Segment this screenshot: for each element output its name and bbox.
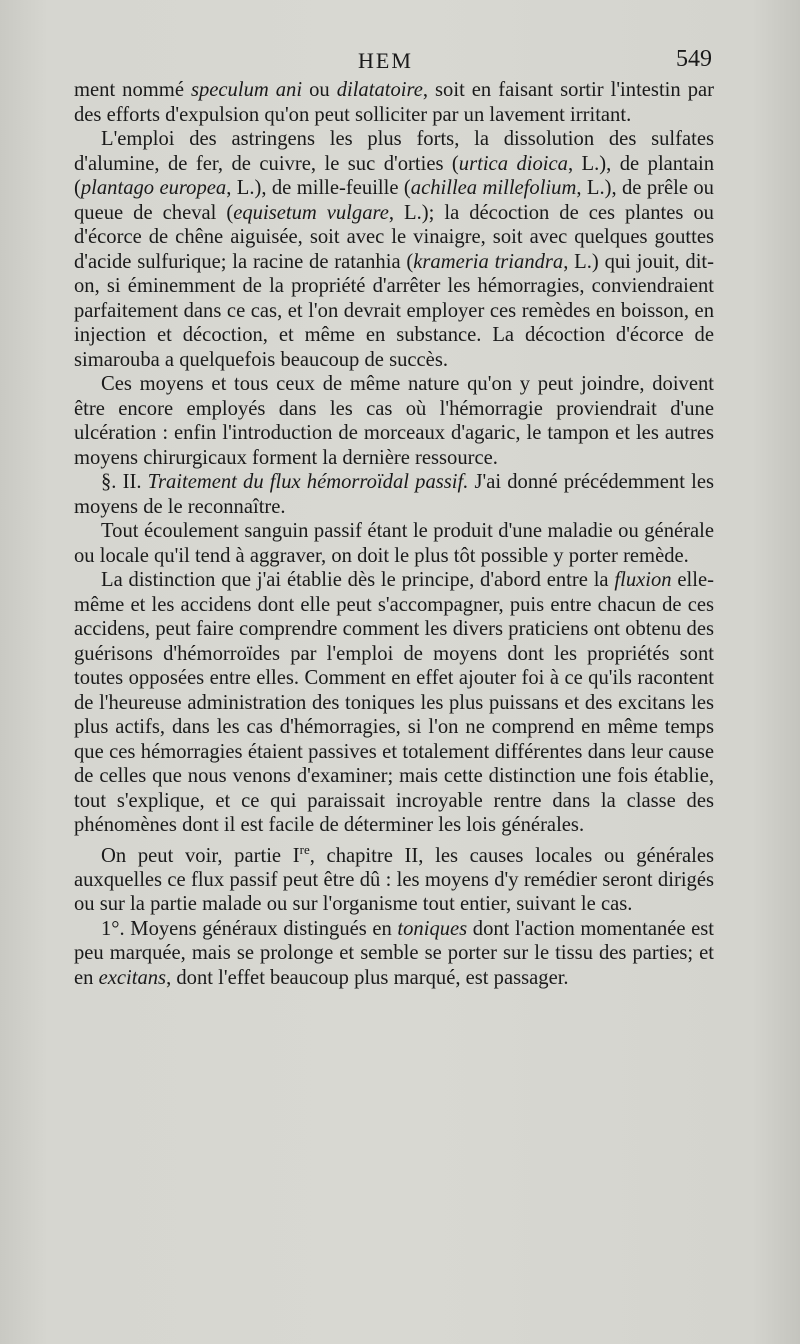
paragraph-7-text: On peut voir, partie I: [101, 844, 300, 867]
term-plantago-europea: plantago europea: [80, 177, 227, 199]
term-krameria-triandra: krameria triandra: [413, 250, 564, 273]
paragraph-1-text: , soit en faisant sortir l'intestin par des efforts d'expulsion qu'on peut solliciter par un lavement irritant.: [74, 79, 714, 126]
page-number: 549: [676, 46, 712, 72]
body-text: [74, 78, 714, 990]
paragraph-6-text: La distinction que j'ai établie dès le principe, d'abord entre la: [101, 569, 615, 591]
term-urtica-dioica: urtica dioica: [458, 152, 568, 175]
paragraph-7: [74, 838, 714, 917]
paragraph-8: [74, 917, 714, 991]
section-heading: Traitement du flux hémorroïdal passif.: [147, 471, 469, 493]
term-dilatatoire: dilatatoire: [336, 79, 423, 101]
paragraph-4-text: J'ai donné précédemment les moyens de le reconnaître.: [74, 471, 714, 518]
term-fluxion: fluxion: [614, 569, 672, 591]
paragraph-2-text: , L.) qui jouit, dit-on, si éminemment de la propriété d'arrêter les hémorragies, conviendraient parfaitement dans ce cas, et l'on devrait employer ces remèdes en boisson, en injection et décoction, et même en substance. La décoction d'écorce de simarouba a quelquefois beaucoup de succès.: [74, 250, 714, 371]
paragraph-1-text: ment nommé: [74, 79, 191, 101]
paragraph-5: Tout écoulement sanguin passif étant le produit d'une maladie ou générale ou locale qu'il tend à aggraver, on doit le plus tôt possible y porter remède.: [74, 520, 714, 567]
paragraph-2-text: , L.), de mille-feuille (: [226, 177, 411, 199]
paragraph-2: [74, 127, 714, 372]
paragraph-1-text: ou: [302, 79, 337, 101]
section-number: §. II.: [101, 471, 142, 493]
paragraph-1: [74, 78, 714, 127]
paragraph-6: [74, 568, 714, 838]
superscript-re: re: [299, 841, 310, 857]
paragraph-3: Ces moyens et tous ceux de même nature qu'on y peut joindre, doivent être encore employés dans les cas où l'hémorragie proviendrait d'une ulcération : enfin l'introduction de morceaux d'agaric, le tampon et les autres moyens chirurgicaux forment la dernière ressource.: [74, 373, 714, 469]
paragraph-7-text: , chapitre II, les causes locales ou générales auxquelles ce flux passif peut être dû : les moyens d'y remédier seront dirigés ou sur la partie malade ou sur l'organisme tout entier, suivant le cas.: [74, 844, 714, 916]
paragraph-8-text: dont l'action momentanée est peu marquée, mais se prolonge et semble se porter sur le tissu des parties; et en: [74, 917, 714, 989]
paragraph-8-text: 1°. Moyens généraux distingués en: [101, 917, 398, 940]
term-equisetum-vulgare: equisetum vulgare: [233, 201, 389, 224]
paragraph-6-text: elle-même et les accidens dont elle peut s'accompagner, puis entre chacun de ces accidens, peut faire comprendre comment les divers praticiens ont obtenu des guérisons d'hémorroïdes par l'emploi de moyens dont les propriétés sont toutes opposées entre elles. Comment en effet ajouter foi à ce qu'ils racontent de l'heureuse administration des toniques les plus puissans et des excitans les plus actifs, dans les cas d'hémorragies, si l'on ne comprend en même temps que ces hémorragies étaient passives et totalement différentes dans leur cause de celles que nous venons d'examiner; mais cette distinction une fois établie, tout s'explique, et ce qui paraissait incroyable rentre dans la classe des phénomènes dont il est facile de déterminer les lois générales.: [74, 569, 714, 836]
paragraph-4: [74, 470, 714, 519]
term-excitans: excitans: [98, 966, 167, 989]
running-head: HEM: [358, 48, 413, 73]
paragraph-2-text: L'emploi des astringens les plus forts, la dissolution des sulfates d'alumine, de fer, de cuivre, le suc d'orties (: [74, 128, 714, 175]
term-achillea-millefolium: achillea millefolium: [410, 177, 577, 199]
paragraph-8-text: , dont l'effet beaucoup plus marqué, est passager.: [166, 966, 569, 989]
paragraph-2-text: , L.), de prêle ou queue de cheval (: [74, 177, 714, 224]
paragraph-2-text: , L.), de plantain (: [74, 152, 714, 199]
term-toniques: toniques: [397, 917, 468, 940]
term-speculum-ani: speculum ani: [190, 79, 303, 101]
paragraph-2-text: , L.); la décoction de ces plantes ou d'écorce de chêne aiguisée, soit avec le vinaigre, soit avec quelques gouttes d'acide sulfurique; la racine de ratanhia (: [74, 201, 714, 273]
